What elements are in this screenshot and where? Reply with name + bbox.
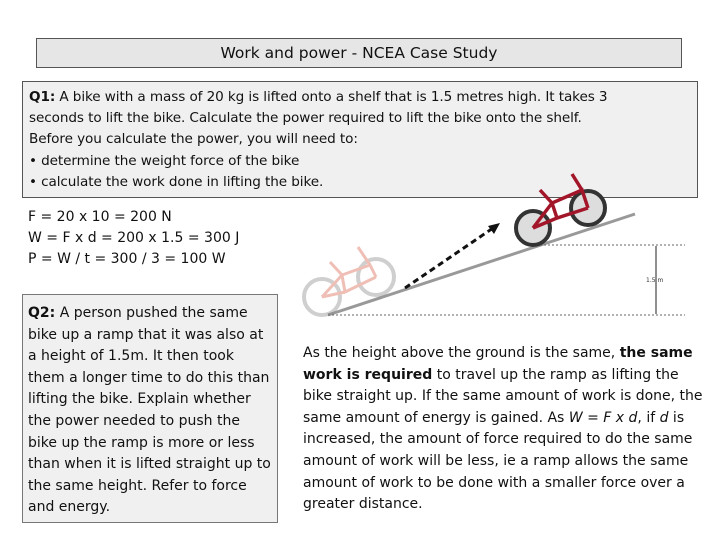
answer-formula: W = F x d xyxy=(568,409,638,426)
q2-text: A person pushed the same bike up a ramp that it was also at a height of 1.5m. It then took them a longer time to do this than lifting the bike. Explain whether the power needed to push the bike up the ramp is more or less than when it is lifted straight up to the same height. Refer to force and energy. xyxy=(28,305,271,516)
q1-line xyxy=(29,87,691,108)
height-label: 1.5 m xyxy=(646,277,664,284)
q1-bullet: • calculate the work done in lifting the bike. xyxy=(29,173,324,190)
q2-label: Q2: xyxy=(28,305,56,321)
q1-line: seconds to lift the bike. Calculate the power required to lift the bike onto the shelf. xyxy=(29,110,582,127)
red-bike-icon xyxy=(516,174,605,245)
ramp-diagram xyxy=(300,170,700,330)
question-2-box xyxy=(22,294,278,523)
dashed-arrow xyxy=(405,226,496,288)
q1-text: A bike with a mass of 20 kg is lifted onto a shelf that is 1.5 metres high. It takes 3 xyxy=(55,89,608,105)
answer-emphasis: the same work is required xyxy=(303,345,693,383)
answer-part: to travel up the ramp as lifting the bike straight up. If the same amount of work is done, the same amount of energy is gained. As xyxy=(303,366,703,426)
formulas xyxy=(28,207,239,270)
answer-part: As the height above the ground is the same, xyxy=(303,345,620,361)
page-title: Work and power - NCEA Case Study xyxy=(36,38,682,68)
faded-bike-icon xyxy=(304,247,394,315)
answer-text xyxy=(303,343,708,516)
formula-work: W = F x d = 200 x 1.5 = 300 J xyxy=(28,230,240,246)
formula-force: F = 20 x 10 = 200 N xyxy=(28,209,172,225)
q1-label: Q1: xyxy=(29,89,56,105)
answer-variable: d xyxy=(659,409,669,426)
formula-power: P = W / t = 300 / 3 = 100 W xyxy=(28,251,226,267)
ramp xyxy=(328,214,635,315)
q1-line: Before you calculate the power, you will need to: xyxy=(29,131,358,148)
answer-part: , if xyxy=(637,409,660,426)
q1-bullet: • determine the weight force of the bike xyxy=(29,152,300,169)
answer-part: is increased, the amount of force required to do the same amount of work will be less, ie a ramp allows the same amount of work to be done with a smaller force over a greater distance. xyxy=(303,409,693,513)
